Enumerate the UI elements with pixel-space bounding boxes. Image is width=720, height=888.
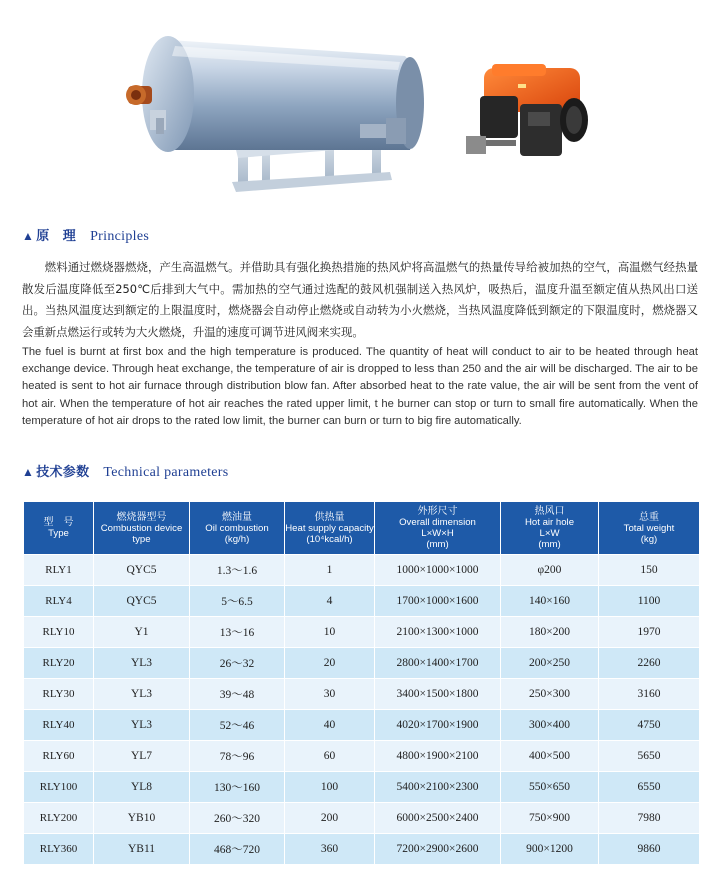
cell-combustion-device: QYC5 xyxy=(94,586,190,617)
cell-oil-combustion: 13～16 xyxy=(190,617,285,648)
cell-oil-combustion: 39～48 xyxy=(190,679,285,710)
cell-total-weight: 6550 xyxy=(599,772,700,803)
cell-overall-dimension: 3400×1500×1800 xyxy=(375,679,501,710)
header-heat-supply: 供热量 Heat supply capacity (10⁴kcal/h) xyxy=(285,502,375,555)
cell-type: RLY40 xyxy=(24,710,94,741)
cell-overall-dimension: 2100×1300×1000 xyxy=(375,617,501,648)
cell-combustion-device: YL7 xyxy=(94,741,190,772)
cell-heat-supply: 40 xyxy=(285,710,375,741)
cell-type: RLY360 xyxy=(24,834,94,865)
cell-hot-air-hole: 550×650 xyxy=(501,772,599,803)
principles-title-en: Principles xyxy=(90,229,150,244)
cell-heat-supply: 360 xyxy=(285,834,375,865)
cell-heat-supply: 10 xyxy=(285,617,375,648)
cell-type: RLY20 xyxy=(24,648,94,679)
cell-hot-air-hole: 400×500 xyxy=(501,741,599,772)
table-row xyxy=(24,679,700,710)
cell-combustion-device: QYC5 xyxy=(94,555,190,586)
cell-heat-supply: 200 xyxy=(285,803,375,834)
cell-hot-air-hole: 200×250 xyxy=(501,648,599,679)
technical-heading xyxy=(22,461,229,481)
cell-overall-dimension: 4020×1700×1900 xyxy=(375,710,501,741)
cell-total-weight: 9860 xyxy=(599,834,700,865)
principles-text-cn: 燃料通过燃烧器燃烧，产生高温燃气。并借助具有强化换热措施的热风炉将高温燃气的热量传导给被加热的空气，高温燃气经热量散发后温度降低至250℃后排到大气中。需加热的空气通过选配的鼓风机强制送入热风炉，吸热后，温度升温至额定值从热风出口送出。当热风温度达到额定的上限温度时，燃烧器会自动停止燃烧或自动转为小火燃烧，当热风温度降低到额定的下限温度时，燃烧器又会重新点燃运行或转为大火燃烧，升温的速度可调节进风阀来实现。 xyxy=(22,260,698,339)
cell-combustion-device: YL3 xyxy=(94,679,190,710)
cell-hot-air-hole: 140×160 xyxy=(501,586,599,617)
cell-total-weight: 1100 xyxy=(599,586,700,617)
cell-combustion-device: YB10 xyxy=(94,803,190,834)
technical-title-cn: 技术参数 xyxy=(36,465,90,480)
cell-overall-dimension: 6000×2500×2400 xyxy=(375,803,501,834)
cell-oil-combustion: 468～720 xyxy=(190,834,285,865)
cell-heat-supply: 100 xyxy=(285,772,375,803)
cell-total-weight: 150 xyxy=(599,555,700,586)
cell-combustion-device: Y1 xyxy=(94,617,190,648)
cell-hot-air-hole: 750×900 xyxy=(501,803,599,834)
cell-combustion-device: YL3 xyxy=(94,648,190,679)
cell-hot-air-hole: 900×1200 xyxy=(501,834,599,865)
technical-parameters-table xyxy=(23,501,700,865)
cell-type: RLY30 xyxy=(24,679,94,710)
cell-total-weight: 7980 xyxy=(599,803,700,834)
triangle-icon: ▲ xyxy=(22,229,35,243)
cell-oil-combustion: 260～320 xyxy=(190,803,285,834)
cell-type: RLY60 xyxy=(24,741,94,772)
table-row xyxy=(24,772,700,803)
table-row xyxy=(24,617,700,648)
cell-overall-dimension: 1700×1000×1600 xyxy=(375,586,501,617)
cell-type: RLY4 xyxy=(24,586,94,617)
cell-type: RLY100 xyxy=(24,772,94,803)
table-row xyxy=(24,555,700,586)
cell-oil-combustion: 26～32 xyxy=(190,648,285,679)
cell-hot-air-hole: 300×400 xyxy=(501,710,599,741)
header-oil-combustion: 燃油量 Oil combustion (kg/h) xyxy=(190,502,285,555)
cell-overall-dimension: 1000×1000×1000 xyxy=(375,555,501,586)
principles-text-en: The fuel is burnt at first box and the high temperature is produced. The quantity of heat will conduct to air to be heated through heat exchange device. Through heat exchange, the temperature of air is dropped to less than 250 and the air will be discharged. The air to be heated is sent to hot air furnace through distribution blow fan. After absorbed heat to the rate value, the air will be sent from the vent of hot air. When the temperature of hot air reaches the rated upper limit, t he burner can stop or turn to small fire automatically. When the temperature of hot air drops to the rated low limit, the burner can burn or turn to big fire automatically. xyxy=(22,346,698,427)
table-row xyxy=(24,648,700,679)
cell-hot-air-hole: φ200 xyxy=(501,555,599,586)
cell-oil-combustion: 5～6.5 xyxy=(190,586,285,617)
cell-combustion-device: YL3 xyxy=(94,710,190,741)
header-hot-air-hole: 热风口 Hot air hole L×W (mm) xyxy=(501,502,599,555)
table-header-row xyxy=(24,502,700,555)
header-combustion-device: 燃烧器型号 Combustion device type xyxy=(94,502,190,555)
cell-overall-dimension: 5400×2100×2300 xyxy=(375,772,501,803)
table-row xyxy=(24,586,700,617)
cell-heat-supply: 60 xyxy=(285,741,375,772)
table-row xyxy=(24,710,700,741)
cell-heat-supply: 1 xyxy=(285,555,375,586)
cell-total-weight: 5650 xyxy=(599,741,700,772)
cell-overall-dimension: 2800×1400×1700 xyxy=(375,648,501,679)
cell-total-weight: 1970 xyxy=(599,617,700,648)
header-type: 型 号 Type xyxy=(24,502,94,555)
cell-oil-combustion: 1.3～1.6 xyxy=(190,555,285,586)
cell-hot-air-hole: 250×300 xyxy=(501,679,599,710)
cell-heat-supply: 4 xyxy=(285,586,375,617)
table-row xyxy=(24,803,700,834)
burner-image xyxy=(466,64,588,156)
hot-air-furnace-image xyxy=(126,36,424,192)
cell-type: RLY1 xyxy=(24,555,94,586)
cell-oil-combustion: 130～160 xyxy=(190,772,285,803)
cell-heat-supply: 20 xyxy=(285,648,375,679)
cell-total-weight: 2260 xyxy=(599,648,700,679)
table-row xyxy=(24,741,700,772)
table-row xyxy=(24,834,700,865)
cell-heat-supply: 30 xyxy=(285,679,375,710)
cell-overall-dimension: 7200×2900×2600 xyxy=(375,834,501,865)
cell-oil-combustion: 78～96 xyxy=(190,741,285,772)
cell-combustion-device: YB11 xyxy=(94,834,190,865)
triangle-icon: ▲ xyxy=(22,465,35,479)
cell-combustion-device: YL8 xyxy=(94,772,190,803)
product-images xyxy=(0,0,720,205)
cell-type: RLY10 xyxy=(24,617,94,648)
header-total-weight: 总重 Total weight (kg) xyxy=(599,502,700,555)
cell-total-weight: 3160 xyxy=(599,679,700,710)
principles-title-cn: 原 理 xyxy=(36,229,77,244)
technical-title-en: Technical parameters xyxy=(103,465,229,480)
header-overall-dimension: 外形尺寸 Overall dimension L×W×H (mm) xyxy=(375,502,501,555)
principles-heading xyxy=(22,225,149,245)
cell-oil-combustion: 52～46 xyxy=(190,710,285,741)
cell-type: RLY200 xyxy=(24,803,94,834)
cell-hot-air-hole: 180×200 xyxy=(501,617,599,648)
cell-overall-dimension: 4800×1900×2100 xyxy=(375,741,501,772)
cell-total-weight: 4750 xyxy=(599,710,700,741)
